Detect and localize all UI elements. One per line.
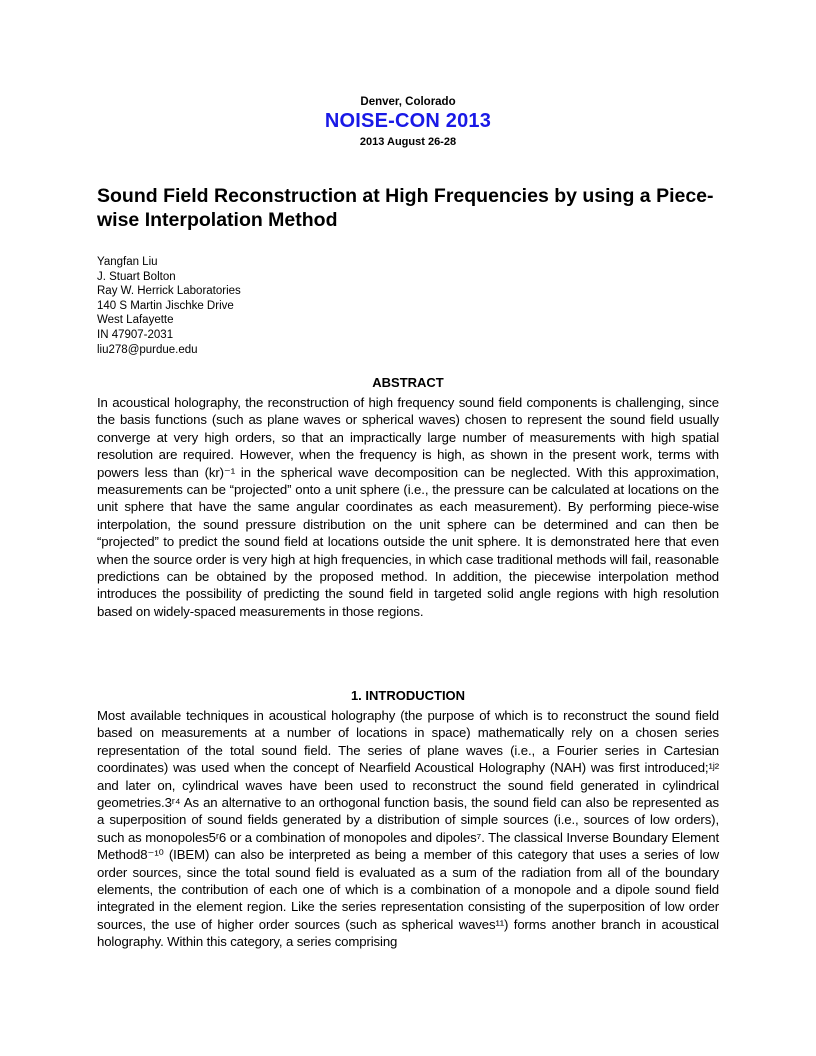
author-city: West Lafayette xyxy=(97,314,174,327)
author-affiliation: Ray W. Herrick Laboratories xyxy=(97,285,241,298)
author-name: J. Stuart Bolton xyxy=(97,270,176,283)
introduction-heading: 1. INTRODUCTION xyxy=(350,688,466,703)
author-name: Yangfan Liu xyxy=(97,256,158,268)
paper-title: Sound Field Reconstruction at High Frequencies by using a Piece-wise Interpolation Method xyxy=(97,185,714,231)
abstract-heading: ABSTRACT xyxy=(372,375,444,390)
author-state-zip: IN 47907-2031 xyxy=(97,328,174,341)
author-street: 140 S Martin Jischke Drive xyxy=(97,299,234,312)
conference-name: NOISE-CON 2013 xyxy=(324,110,492,132)
conference-dates: 2013 August 26-28 xyxy=(359,136,457,148)
author-email: liu278@purdue.edu xyxy=(97,343,198,356)
conference-location: Denver, Colorado xyxy=(360,96,456,108)
abstract-text: In acoustical holography, the reconstruction of high frequency sound field components is challenging, since the basis functions (such as plane waves or spherical waves) chosen to represent the sound field usually converge at very high orders, so that an impractically large number of measurements with high spatial resolution are required. However, when the frequency is high, as shown in the present work, terms with powers less than (kr)⁻¹ in the spherical wave decomposition can be neglected. With this approximation, measurements can be “projected” onto a unit sphere (i.e., the pressure can be calculated at locations on the unit sphere that have the same angular coordinates as each measurement). By performing piece-wise interpolation, the sound pressure distribution on the unit sphere can be determined and can then be “projected” to predict the sound field at locations outside the unit sphere. It is demonstrated here that even when the source order is very high at high frequencies, in which case traditional methods will fail, reasonable predictions can be obtained by the proposed method. In addition, the piecewise interpolation method introduces the possibility of predicting the sound field in targeted solid angle regions with high resolution based on widely-spaced measurements in those regions. xyxy=(97,395,719,619)
author-block xyxy=(97,255,241,357)
introduction-text: Most available techniques in acoustical holography (the purpose of which is to reconstruct the sound field based on measurements at a number of locations in space) mathematically rely on a chosen series representation of the total sound field. The series of plane waves (i.e., a Fourier series in Cartesian coordinates) was used when the concept of Nearfield Acoustical Holography (NAH) was first introduced;¹ʲ² and later on, cylindrical waves have been used to reconstruct the sound field generated in cylindrical geometries.3ʳ⁴ As an alternative to an orthogonal function basis, the sound field can also be represented as a superposition of sound fields generated by a distribution of simple sources (i.e., sources of low orders), such as monopoles5ʳ6 or a combination of monopoles and dipoles⁷. The classical Inverse Boundary Element Method8⁻¹⁰ (IBEM) can also be interpreted as being a member of this category that uses a series of low order sources, since the total sound field is evaluated as a sum of the radiation from all of the boundary elements, the contribution of each one of which is a combination of a monopole and a dipole sound field integrated in the element region. Like the series representation consisting of the superposition of low order sources, the use of higher order sources (such as spherical waves¹¹) forms another branch in acoustical holography. Within this category, a series comprising xyxy=(97,708,719,950)
